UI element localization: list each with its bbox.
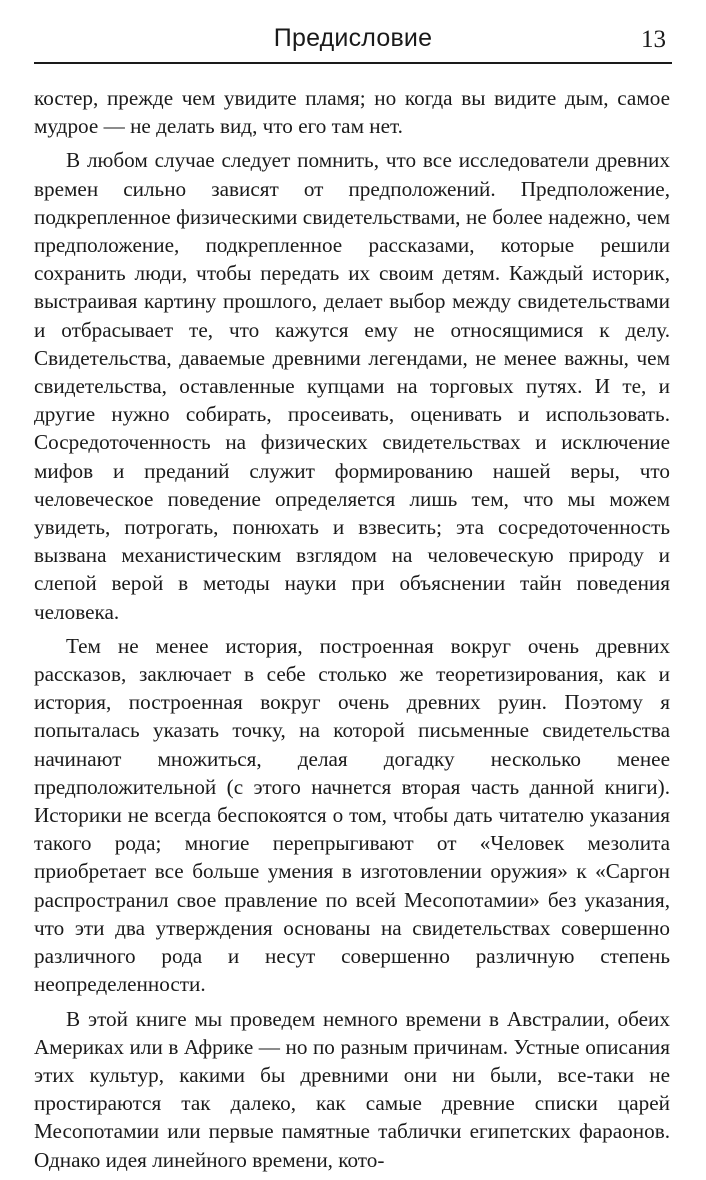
page-number: 13 [641, 26, 666, 53]
paragraph-4: В этой книге мы проведем немного времени в Австралии, обеих Америках или в Африке — но по разным причинам. Устные описания этих культур, какими бы древними они ни были, все-таки не простираются так далеко, как самые древние списки царей Месопотамии или первые памятные таблички египетских фараонов. Однако идея линейного времени, кото- [34, 1006, 670, 1172]
paragraph-3: Тем не менее история, построенная вокруг очень древних рассказов, заключает в себе столько же теоретизирования, как и история, построенная вокруг очень древних руин. Поэтому я попыталась указать точку, на которой письменные свидетельства начинают множиться, делая догадку несколько менее предположительной (с этого начнется вторая часть данной книги). Историки не всегда беспокоятся о том, чтобы дать читателю указания такого рода; многие перепрыгивают от «Человек мезолита приобретает все больше умения в изготовлении оружия» к «Саргон распространил свое правление по всей Месопотамии» без указания, что эти два утверждения основаны на свидетельствах совершенно различного рода и несут совершенно различную степень неопределенности. [34, 633, 670, 997]
body-text [34, 84, 670, 1180]
paragraph-1: костер, прежде чем увидите пламя; но когда вы видите дым, самое мудрое — не делать вид, что его там нет. [34, 86, 670, 139]
chapter-title: Предисловие [273, 24, 433, 52]
paragraph-2: В любом случае следует помнить, что все исследователи древних времен сильно зависят от предположений. Предположение, подкрепленное физическими свидетельствами, не более надежно, чем предположение, подкрепленное рассказами, которые решили сохранить люди, чтобы передать их своим детям. Каждый историк, выстраивая картину прошлого, делает выбор между свидетельствами и отбрасывает те, что кажутся ему не относящимися к делу. Свидетельства, даваемые древними легендами, не менее важны, чем свидетельства, оставленные купцами на торговых путях. И те, и другие нужно собирать, просеивать, оценивать и использовать. Сосредоточенность на физических свидетельствах и исключение мифов и преданий служит формированию нашей веры, что человеческое поведение определяется лишь тем, что мы можем увидеть, потрогать, понюхать и взвесить; эта сосредоточенность вызвана механистическим взглядом на человеческую природу и слепой верой в методы науки при объяснении тайн поведения человека. [34, 148, 670, 624]
running-header [34, 18, 672, 64]
